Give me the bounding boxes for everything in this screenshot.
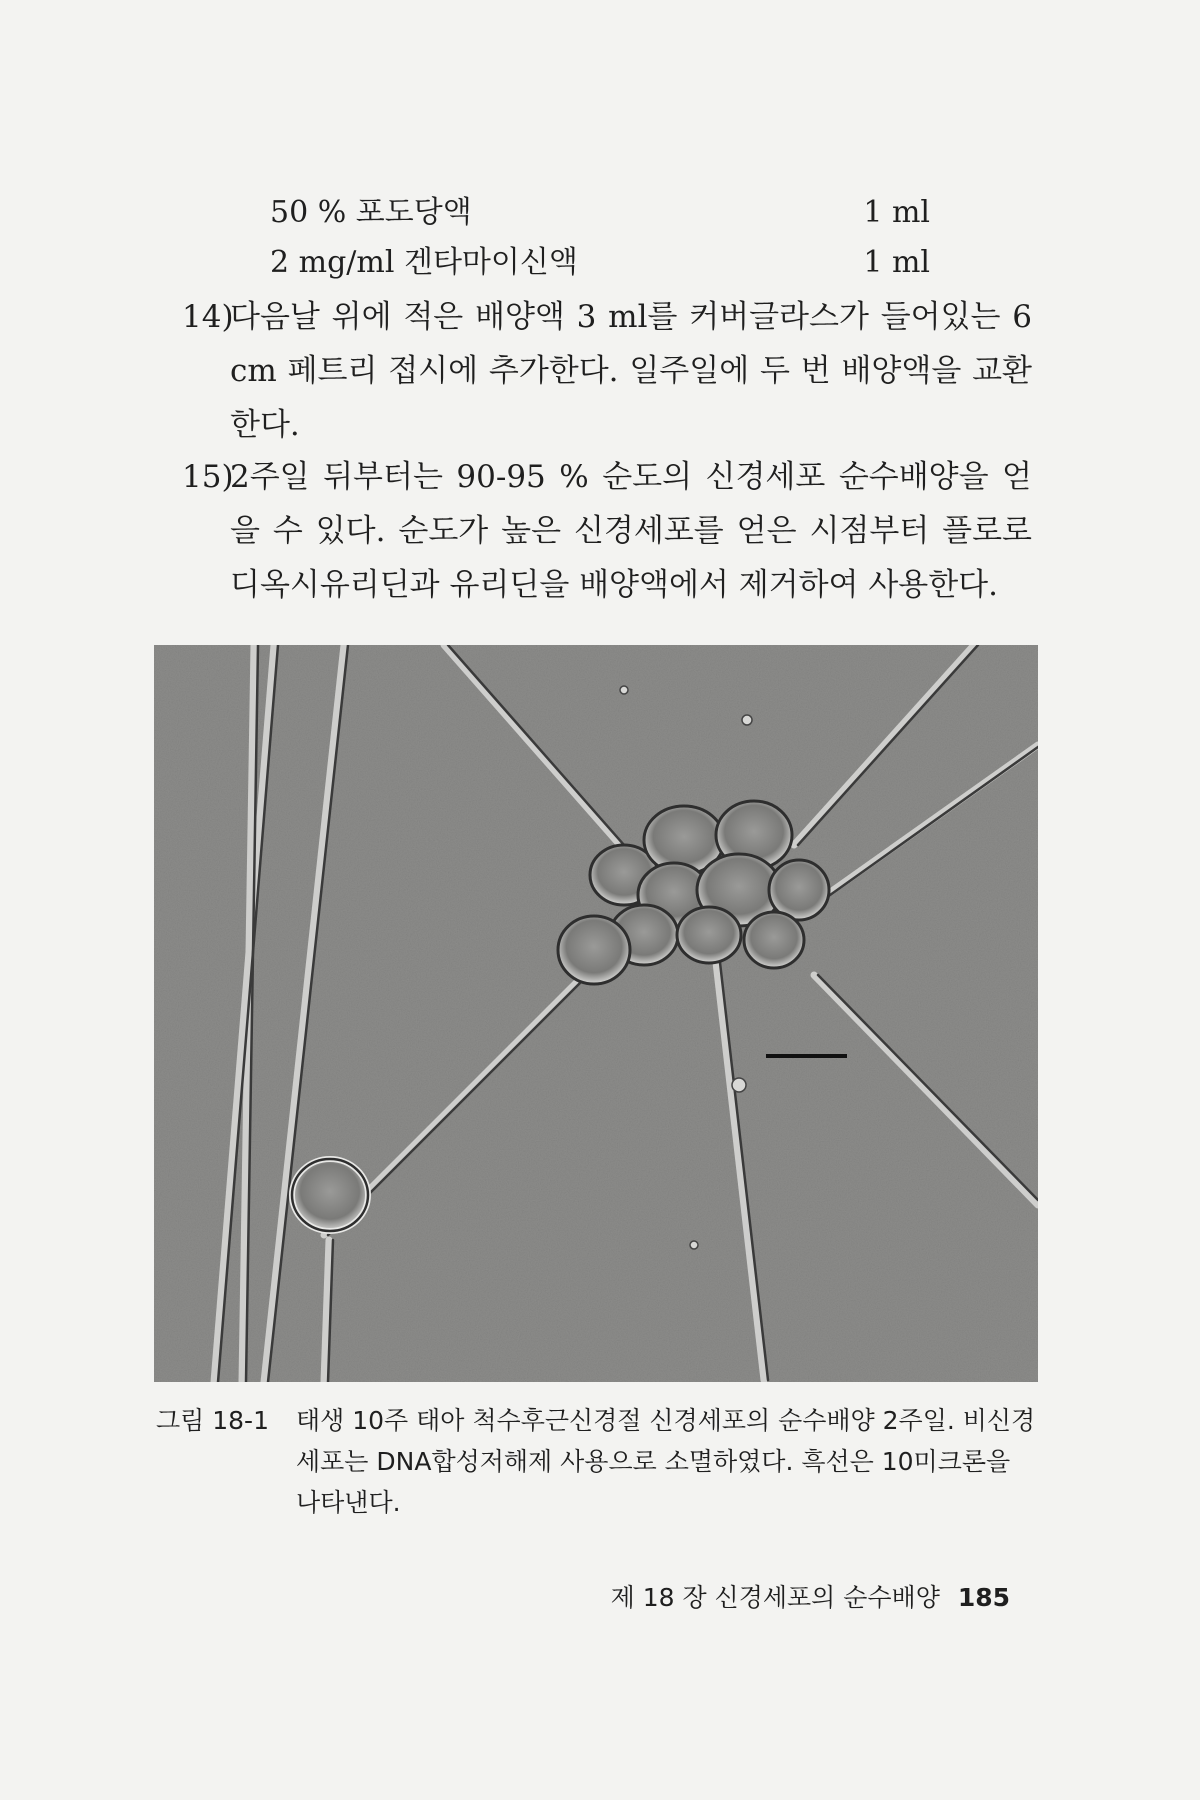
ingredient-row: [270, 238, 930, 288]
single-neuron: [292, 1159, 368, 1231]
ingredient-list: [270, 188, 930, 288]
figure-caption: [156, 1400, 1036, 1523]
step-text: 2주일 뒤부터는 90-95 % 순도의 신경세포 순수배양을 얻을 수 있다. 순도가 높은 신경세포를 얻은 시점부터 플로로디옥시유리딘과 유리딘을 배양액에서 제거하여 사용한다.: [230, 459, 1032, 603]
micrograph-background: [154, 645, 1038, 1382]
step-number: 15): [182, 459, 234, 495]
figure-caption-text: 태생 10주 태아 척수후근신경절 신경세포의 순수배양 2주일. 비신경세포는 DNA합성저해제 사용으로 소멸하였다. 흑선은 10미크론을 나타낸다.: [296, 1406, 1036, 1517]
protocol-step-14: [182, 290, 1032, 452]
ingredient-name: 50 % 포도당액: [270, 195, 472, 230]
neuron-micrograph: [154, 645, 1038, 1382]
figure-label: 그림 18-1: [156, 1406, 269, 1435]
step-number: 14): [182, 299, 234, 335]
protocol-step-15: [182, 450, 1032, 612]
page-number: 185: [957, 1583, 1010, 1612]
ingredient-name: 2 mg/ml 겐타마이신액: [270, 245, 578, 280]
micrograph-figure: [154, 645, 1038, 1382]
ingredient-amount: 1 ml: [863, 195, 930, 230]
ingredient-row: [270, 188, 930, 238]
chapter-title: 제 18 장 신경세포의 순수배양: [610, 1583, 940, 1612]
ingredient-amount: 1 ml: [863, 245, 930, 280]
step-text: 다음날 위에 적은 배양액 3 ml를 커버글라스가 들어있는 6 cm 페트리 접시에 추가한다. 일주일에 두 번 배양액을 교환한다.: [230, 299, 1032, 443]
running-footer: [611, 1578, 1010, 1614]
